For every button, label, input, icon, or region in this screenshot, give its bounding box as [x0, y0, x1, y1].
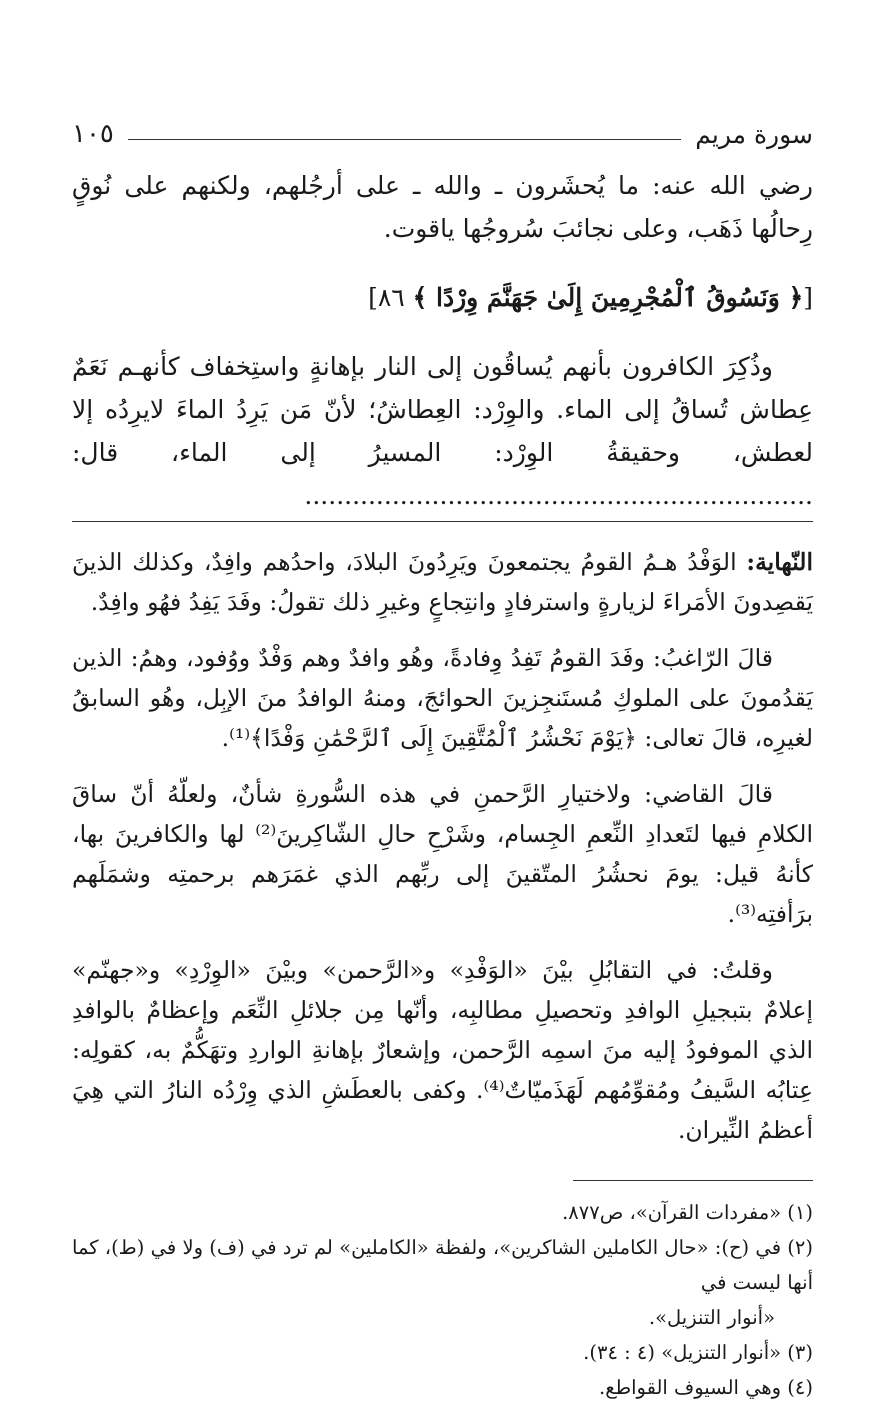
footnote-2: (٢) في (ح): «حال الكاملين الشاكرين»، ولفظة «الكاملين» لم ترد في (ف) ولا في (ط)، كما أنها ليست في: [72, 1236, 813, 1294]
note-raghib: قالَ الرّاغبُ: وفَدَ القومُ تَفِدُ وِفادةً، وهُو وافدٌ وهم وَفْدٌ ووُفود، وهمُ: الذين يَقدُمونَ على الملوكِ مُستَنجِزينَ الحوائجَ، ومنهُ الوافدُ منَ الإبِل، وهُو السابقُ لغيرِه، قالَ تعالى: ﴿يَوْمَ نَحْشُرُ ٱلْمُتَّقِينَ إِلَى ٱلرَّحْمَٰنِ وَفْدًا﴾⁽¹⁾.: [72, 644, 813, 752]
header-rule: [128, 139, 681, 140]
verse-close-bracket: ]: [368, 283, 378, 312]
marginal-notes: [72, 542, 813, 1150]
running-header: [72, 118, 813, 150]
footnote-4: (٤) وهي السيوف القواطع.: [599, 1376, 813, 1399]
note-text: الوَفْدُ هـمُ القومُ يجتمعونَ ويَرِدُونَ البلادَ، واحدُهم وافِدٌ، وكذلك الذينَ يَقصِدونَ الأمَراءَ لزيارةٍ واسترفادٍ وانتِجاعٍ وغيرِ ذلك تقولُ: وفَدَ يَفِدُ فهُو وافِدٌ.: [72, 548, 813, 616]
note-qultu: وقلتُ: في التقابُلِ بيْنَ «الوَفْدِ» و«الرَّحمن» وبيْنَ «الوِرْدِ» و«جهنّم» إعلامٌ بتبجيلِ الوافدِ وتحصيلِ مطالبِه، وأنّها مِن جلائلِ النِّعَم وإعظامٌ بالوافدِ الذي الموفودُ إليه منَ اسمِه الرَّحمن، وإشعارٌ بإهانةِ الواردِ وتهَكُّمٌ به، كقولِه: عِتابُه السَّيفُ ومُقوِّمُهم لَهَذَميّاتٌ⁽⁴⁾. وكفى بالعطَشِ الذي وِرْدُه النارُ التي هِيَ أعظمُ النِّيران.: [72, 956, 813, 1144]
footnotes: [72, 1195, 813, 1405]
footnote-separator: [573, 1180, 813, 1181]
verse-number: ٨٦: [377, 283, 405, 312]
note-label: النّهاية:: [746, 548, 813, 576]
note-qadi: قالَ القاضي: ولاختيارِ الرَّحمنِ في هذه السُّورةِ شأنٌ، ولعلّهُ أنّ ساقَ الكلامِ فيها لتَعدادِ النِّعمِ الجِسام، وشَرْحِ حالِ الشّاكِرينَ⁽²⁾ لها والكافرينَ بها، كأنهُ قيل: يومَ نحشُرُ المتّقينَ إلى ربِّهم الذي غمَرَهم برحمتِه وشمَلَهم برَأفتِه⁽³⁾.: [72, 780, 813, 928]
page: [72, 118, 813, 1405]
footnote-1: (١) «مفردات القرآن»، ص٨٧٧.: [562, 1201, 813, 1224]
body-paragraph-1: رضي الله عنه: ما يُحشَرون ـ والله ـ على أرجُلهم، ولكنهم على نُوقٍ رِحالُها ذَهَب، وعلى نجائبَ سُروجُها ياقوت.: [72, 171, 813, 243]
footnote-2-continuation: «أنوار التنزيل».: [648, 1306, 775, 1329]
quran-verse: ﴿ وَنَسُوقُ ٱلْمُجْرِمِينَ إِلَىٰ جَهَنَّمَ وِرْدًا ﴾: [412, 283, 804, 312]
note-nihaya: [72, 542, 813, 622]
body-paragraph-2: وذُكِرَ الكافرون بأنهم يُساقُون إلى النار بإهانةٍ واستِخفاف كأنهـم نَعَمٌ عِطاش تُساقُ إلى الماء. والوِرْد: العِطاشُ؛ لأنّ مَن يَرِدُ الماءَ لايرِدُه إلا لعطش، وحقيقةُ الوِرْد: المسيرُ إلى الماء، قال: ................................................................: [72, 352, 813, 510]
page-number: ١٠٥: [72, 119, 114, 149]
verse-open-bracket: [: [803, 283, 813, 312]
chapter-title: سورة مريم: [695, 119, 813, 149]
quran-verse-line: [72, 276, 813, 319]
footnote-3: (٣) «أنوار التنزيل» (٤ : ٣٤).: [583, 1341, 813, 1364]
text-notes-separator: [72, 521, 813, 522]
